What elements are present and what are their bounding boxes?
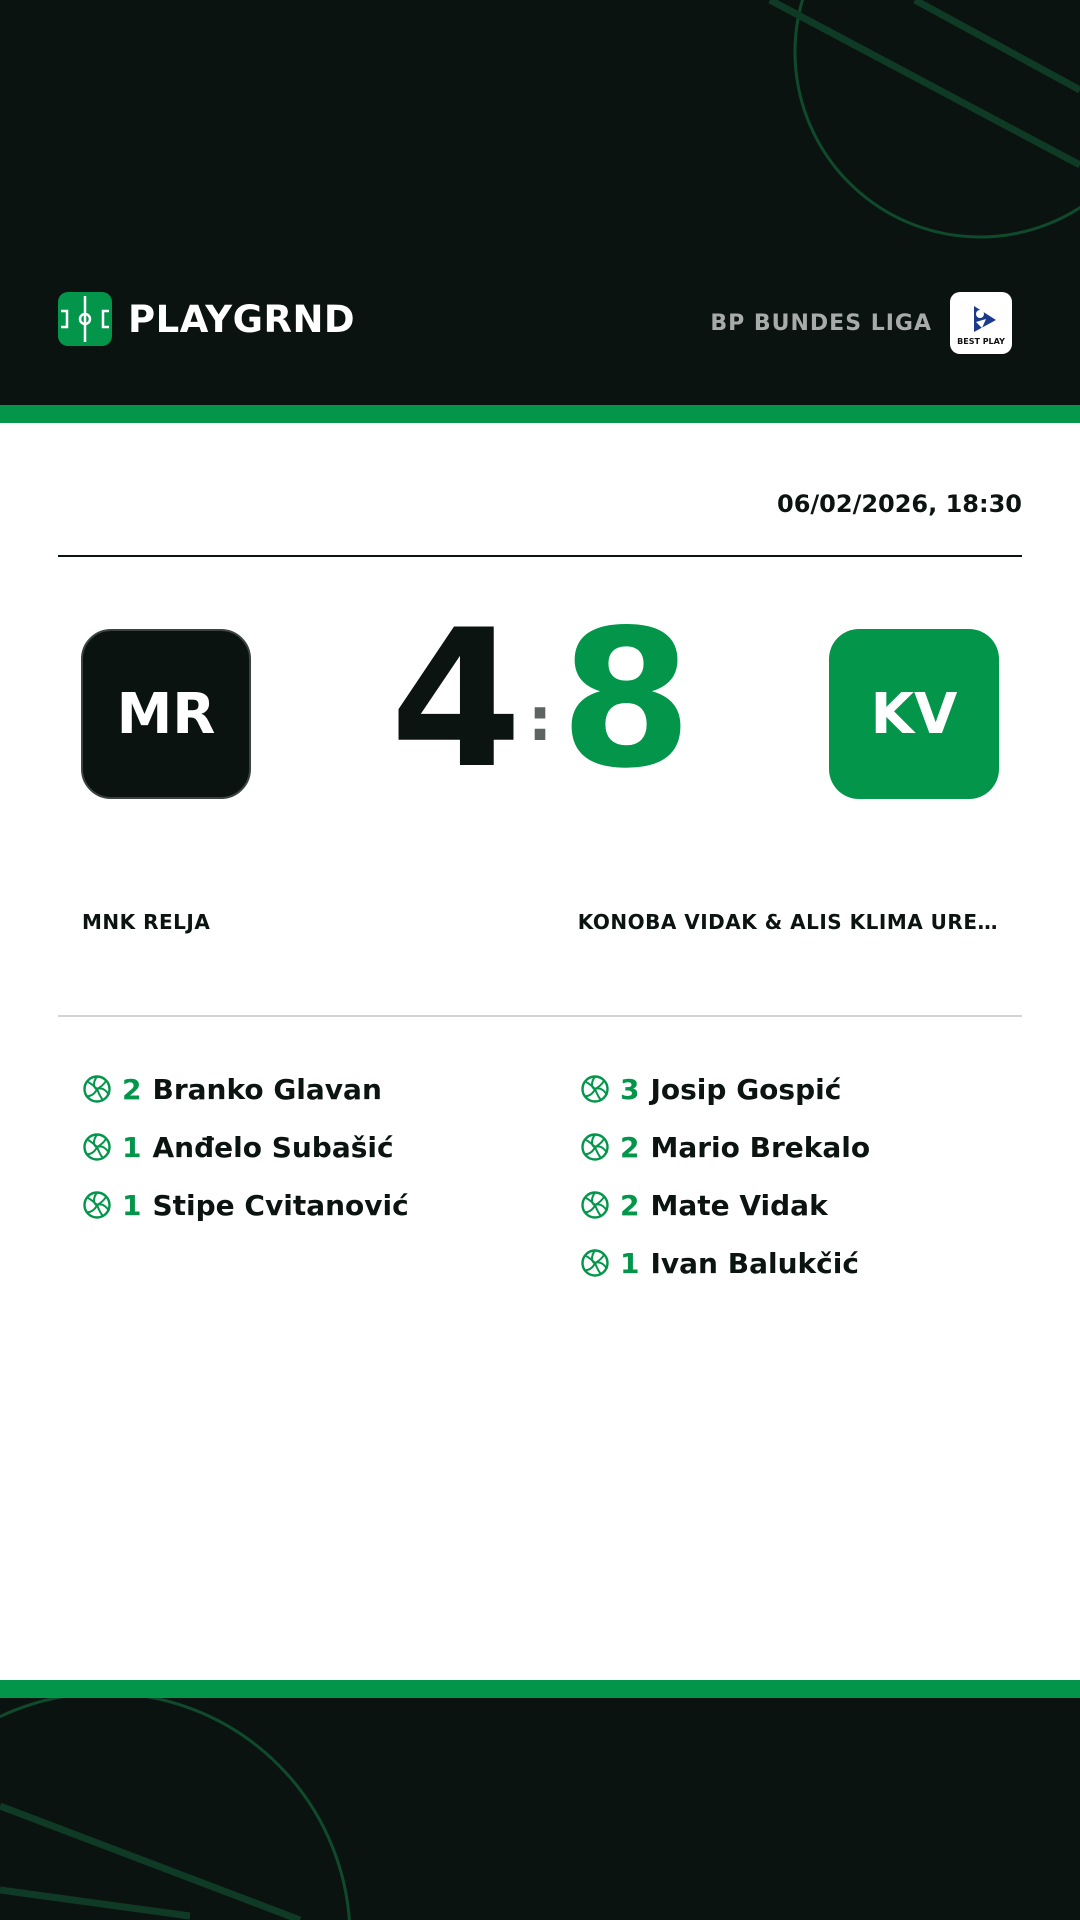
goal-count: 2 — [122, 1072, 142, 1106]
ball-icon — [82, 1132, 112, 1162]
scorer-row — [82, 1176, 522, 1234]
scorer-row — [580, 1060, 1020, 1118]
away-team-name[interactable]: KONOBA VIDAK & ALIS KLIMA URE… — [577, 910, 998, 934]
home-team-badge[interactable]: MR — [81, 629, 251, 799]
goal-count: 1 — [122, 1188, 142, 1222]
divider — [58, 555, 1022, 557]
league-logo-text: BEST PLAY — [957, 337, 1005, 346]
league-name: BP BUNDES LIGA — [710, 310, 932, 336]
away-team-badge[interactable]: KV — [829, 629, 999, 799]
player-name[interactable]: Anđelo Subašić — [152, 1130, 394, 1164]
away-score: 8 — [560, 589, 693, 810]
ball-icon — [82, 1190, 112, 1220]
player-name[interactable]: Ivan Balukčić — [650, 1246, 859, 1280]
ball-icon — [580, 1074, 610, 1104]
ball-icon — [580, 1132, 610, 1162]
ball-icon — [580, 1190, 610, 1220]
goal-count: 2 — [620, 1188, 640, 1222]
scorer-row — [580, 1176, 1020, 1234]
brand[interactable] — [58, 292, 355, 346]
match-datetime: 06/02/2026, 18:30 — [777, 490, 1022, 518]
player-name[interactable]: Branko Glavan — [152, 1072, 382, 1106]
player-name[interactable]: Josip Gospić — [650, 1072, 842, 1106]
scorer-row — [580, 1234, 1020, 1292]
goal-count: 1 — [122, 1130, 142, 1164]
league[interactable] — [710, 292, 1012, 354]
header — [0, 0, 1080, 405]
goal-count: 3 — [620, 1072, 640, 1106]
scorer-row — [82, 1118, 522, 1176]
scorer-row — [82, 1060, 522, 1118]
home-scorers-list — [82, 1060, 522, 1234]
header-stripe — [0, 405, 1080, 423]
goal-count: 2 — [620, 1130, 640, 1164]
goal-count: 1 — [620, 1246, 640, 1280]
home-team-name[interactable]: MNK RELJA — [82, 910, 211, 934]
home-score: 4 — [390, 589, 523, 810]
divider — [58, 1015, 1022, 1017]
pitch-decoration — [0, 1698, 1080, 1920]
pitch-icon — [58, 292, 112, 346]
ball-icon — [580, 1248, 610, 1278]
scorer-row — [580, 1118, 1020, 1176]
player-name[interactable]: Stipe Cvitanović — [152, 1188, 409, 1222]
footer-stripe — [0, 1680, 1080, 1698]
player-name[interactable]: Mate Vidak — [650, 1188, 828, 1222]
away-scorers-list — [580, 1060, 1020, 1292]
footer — [0, 1698, 1080, 1920]
ball-icon — [82, 1074, 112, 1104]
league-logo — [950, 292, 1012, 354]
score-separator: : — [528, 685, 552, 755]
brand-name: PLAYGRND — [128, 297, 356, 341]
player-name[interactable]: Mario Brekalo — [650, 1130, 871, 1164]
